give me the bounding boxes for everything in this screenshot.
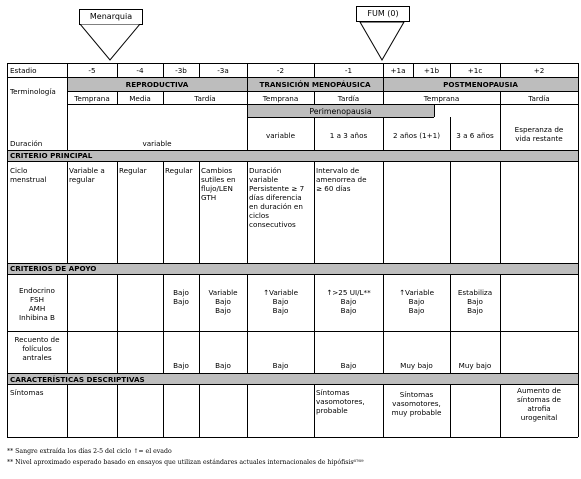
ciclo-minus4: Regular <box>119 166 147 175</box>
stage-header: Estadio <box>10 66 37 75</box>
footnote-2: ** Nivel aproximado esperado basado en ensayos que utilizan estándares actuales internacionales de hipófisis⁶⁷⁶⁹ <box>7 459 364 466</box>
recuento-minus2: Bajo <box>272 361 289 370</box>
sintomas-plus1ab: Síntomas vasomotores, muy probable <box>391 390 442 417</box>
sintomas-minus1: Síntomas vasomotores, probable <box>316 388 365 415</box>
ciclo-minus1: Intervalo de amenorrea de ≥ 60 días <box>316 166 367 193</box>
stage-minus4: -4 <box>136 66 144 75</box>
duracion-plus1ab: 2 años (1+1) <box>392 131 441 140</box>
endocrino-minus2: ↑Variable Bajo Bajo <box>262 288 299 315</box>
ciclo-minus3b: Regular <box>165 166 193 175</box>
stage-minus5: -5 <box>88 66 96 75</box>
recuento-label: Recuento de folículos antrales <box>14 335 60 362</box>
fum-label: FUM (0) <box>356 6 410 22</box>
postmenopausia-heading: POSTMENOPAUSIA <box>443 80 518 89</box>
ciclo-minus3a: Cambios sutiles en flujo/LEN GTH <box>201 166 236 202</box>
duracion-minus2: variable <box>266 131 295 140</box>
stage-minus2: -2 <box>276 66 285 75</box>
terminology-label: Terminología <box>10 87 56 96</box>
fum-arrow-icon <box>352 22 412 62</box>
stage-plus2: +2 <box>533 66 545 75</box>
trans-tardia: Tardía <box>337 94 360 103</box>
stage-minus3b: -3b <box>175 66 187 75</box>
sintomas-label: Síntomas <box>10 388 44 397</box>
repro-temprana: Temprana <box>74 94 110 103</box>
trans-temprana: Temprana <box>262 94 299 103</box>
endocrino-label: Endocrino FSH AMH Inhibina B <box>19 286 55 322</box>
criterios-apoyo-heading: CRITERIOS DE APOYO <box>10 264 97 273</box>
endocrino-plus1c: Estabiliza Bajo Bajo <box>457 288 493 315</box>
duracion-plus1c: 3 a 6 años <box>456 131 494 140</box>
stage-plus1c: +1c <box>467 66 483 75</box>
post-tardia: Tardía <box>528 94 550 103</box>
post-temprana: Temprana <box>423 94 460 103</box>
caracteristicas-heading: CARACTERÍSTICAS DESCRIPTIVAS <box>10 375 145 384</box>
recuento-plus1c: Muy bajo <box>458 361 492 370</box>
duracion-plus2: Esperanza de vida restante <box>514 125 564 143</box>
perimenopausia-heading: Perimenopausia <box>309 107 372 116</box>
ciclo-minus5: Variable a regular <box>69 166 105 184</box>
repro-media: Media <box>129 94 151 103</box>
recuento-minus1: Bajo <box>340 361 357 370</box>
endocrino-minus3a: Variable Bajo Bajo <box>208 288 238 315</box>
transicion-heading: TRANSICIÓN MENOPÁUSICA <box>259 80 371 89</box>
endocrino-minus1: ↑>25 UI/L** Bajo Bajo <box>326 288 371 315</box>
criterio-principal-band <box>7 150 578 161</box>
ciclo-menstrual-label: Ciclo menstrual <box>10 166 47 184</box>
stage-plus1b: +1b <box>423 66 440 75</box>
reproductiva-heading: REPRODUCTIVA <box>125 80 189 89</box>
stage-plus1a: +1a <box>390 66 406 75</box>
repro-tardia: Tardía <box>194 94 216 103</box>
stage-minus3a: -3a <box>217 66 229 75</box>
recuento-plus1ab: Muy bajo <box>400 361 433 370</box>
footnote-1: ** Sangre extraída los días 2-5 del ciclo ↑= el evado <box>7 448 172 455</box>
endocrino-minus3b: Bajo Bajo <box>173 288 189 306</box>
duracion-label: Duración <box>10 139 43 148</box>
criterio-principal-heading: CRITERIO PRINCIPAL <box>10 151 93 160</box>
ciclo-minus2: Duración variable Persistente ≥ 7 días diferencia en duración en ciclos consecutivos <box>249 166 305 229</box>
recuento-minus3b: Bajo <box>173 361 189 370</box>
duracion-minus1: 1 a 3 años <box>329 131 368 140</box>
sintomas-plus2: Aumento de síntomas de atrofia urogenital <box>517 386 561 422</box>
duracion-reproductive: variable <box>142 139 172 148</box>
endocrino-plus1ab: ↑Variable Bajo Bajo <box>398 288 435 315</box>
stage-minus1: -1 <box>344 66 353 75</box>
recuento-minus3a: Bajo <box>215 361 231 370</box>
menarquia-label: Menarquia <box>79 9 143 25</box>
menarquia-arrow-icon <box>70 24 150 62</box>
